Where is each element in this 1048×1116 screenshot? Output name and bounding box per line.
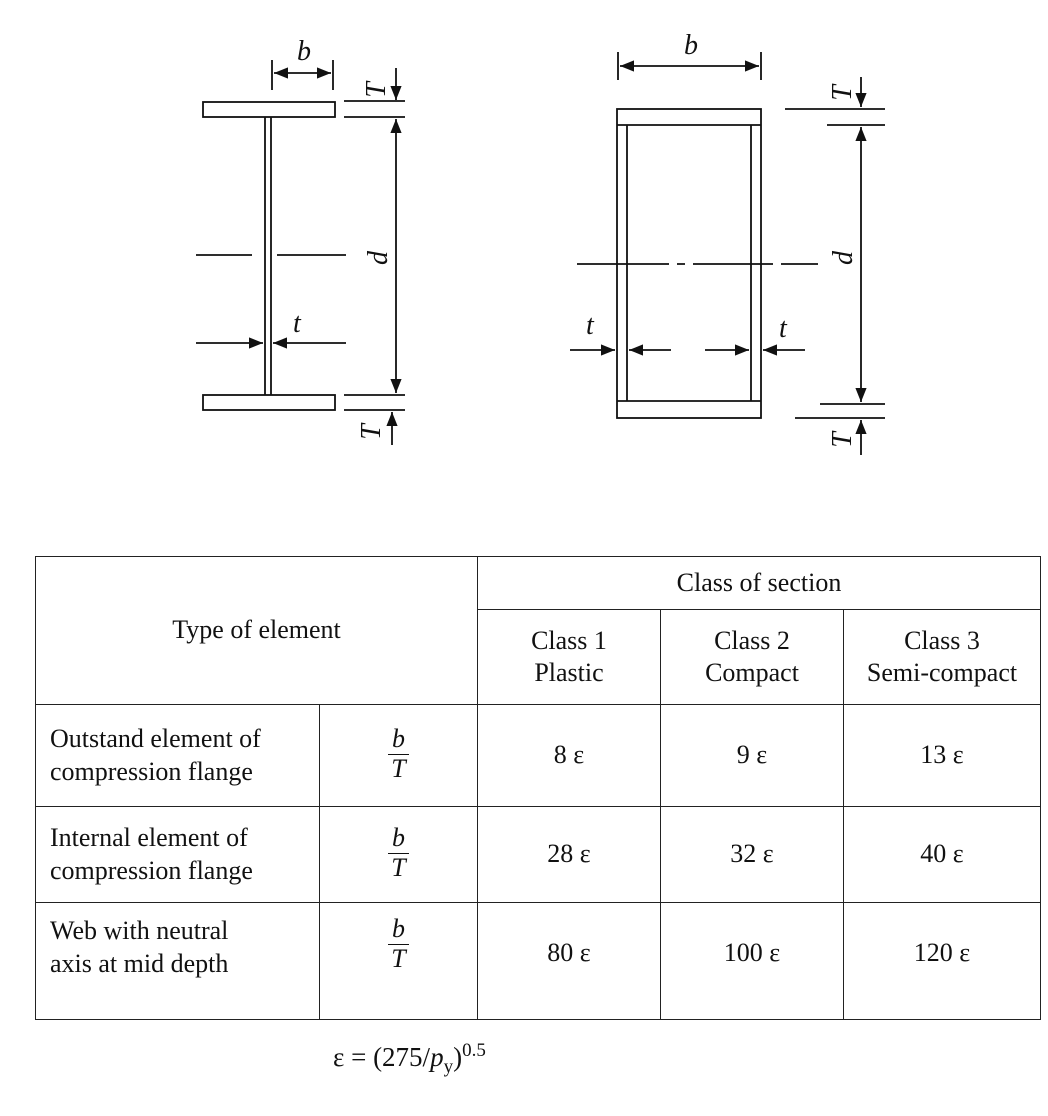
- class-1-header: Class 1 Plastic: [478, 610, 661, 705]
- box-label-t-right: t: [779, 313, 787, 344]
- class-1-value: 80 ε: [478, 903, 661, 1020]
- class-2-value: 32 ε: [661, 807, 844, 903]
- epsilon-definition: $\varepsilon = (275/p_y)^{0.5}$: [333, 1040, 486, 1078]
- table-row: [36, 705, 1041, 807]
- box-label-d: d: [828, 251, 859, 265]
- row-description: Internal element of compression flange: [36, 807, 320, 903]
- type-of-element-header: Type of element: [36, 557, 478, 705]
- class-of-section-header: Class of section: [478, 557, 1041, 610]
- box-label-t-left: t: [586, 310, 594, 341]
- ratio-fraction: $\frac{b}{T}$: [320, 903, 478, 1020]
- box-label-t-bottom: T: [827, 432, 858, 448]
- class-3-header: Class 3 Semi-compact: [844, 610, 1041, 705]
- ratio-fraction: $\frac{b}{T}$: [320, 807, 478, 903]
- class-2-header: Class 2 Compact: [661, 610, 844, 705]
- class-3-value: 13 ε: [844, 705, 1041, 807]
- i-label-b: b: [297, 36, 311, 67]
- i-bottom-flange: [203, 395, 335, 410]
- i-top-flange: [203, 102, 335, 117]
- box-label-t-top: T: [827, 85, 858, 101]
- row-description: Web with neutral axis at mid depth: [36, 903, 320, 1020]
- row-description: Outstand element of compression flange: [36, 705, 320, 807]
- class-2-value: 9 ε: [661, 705, 844, 807]
- i-label-t-web: t: [293, 308, 301, 339]
- class-3-value: 120 ε: [844, 903, 1041, 1020]
- class-1-value: 28 ε: [478, 807, 661, 903]
- class-2-value: 100 ε: [661, 903, 844, 1020]
- class-1-value: 8 ε: [478, 705, 661, 807]
- table-row: [36, 807, 1041, 903]
- i-label-t-top: T: [361, 82, 392, 98]
- ratio-fraction: $\frac{b}{T}$: [320, 705, 478, 807]
- i-label-d: d: [363, 251, 394, 265]
- i-label-t-bottom: T: [356, 424, 387, 440]
- section-class-table: [35, 556, 1041, 1020]
- cross-section-diagrams: [0, 0, 1048, 520]
- box-label-b: b: [684, 30, 698, 61]
- class-3-value: 40 ε: [844, 807, 1041, 903]
- table-row: [36, 903, 1041, 1020]
